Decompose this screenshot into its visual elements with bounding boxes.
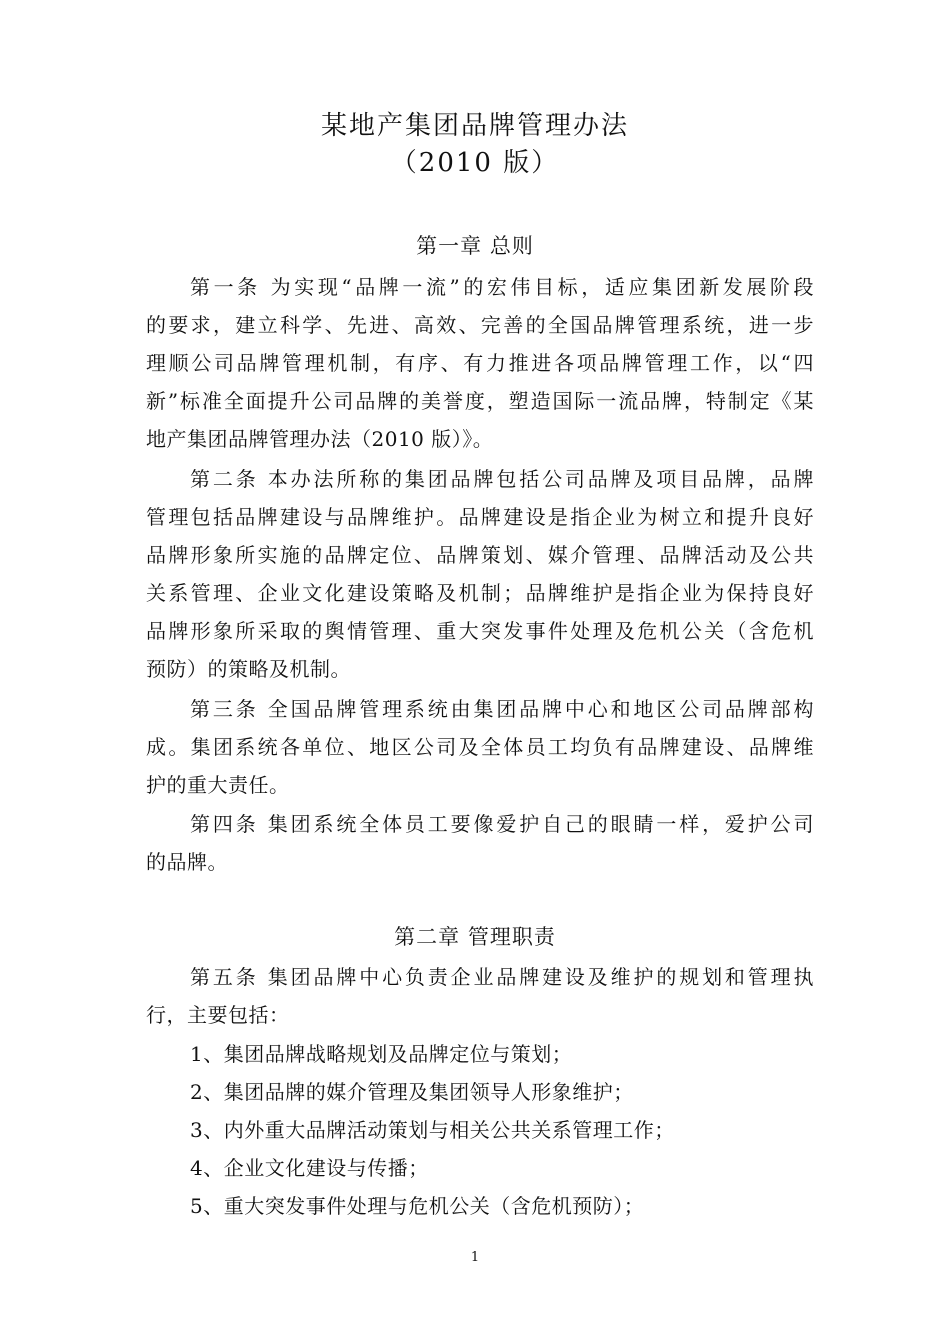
article-5-line: 行，主要包括： <box>146 1003 290 1027</box>
article-3-line: 第三条 全国品牌管理系统由集团品牌中心和地区公司品牌部构 <box>190 697 814 721</box>
chapter-2-heading: 第二章 管理职责 <box>394 925 556 949</box>
article-3-line: 成。集团系统各单位、地区公司及全体员工均负有品牌建设、品牌维 <box>146 735 814 759</box>
list-item: 4、企业文化建设与传播； <box>190 1156 429 1180</box>
article-5 <box>146 958 814 1034</box>
article-1-line: 地产集团品牌管理办法（2010 版）》。 <box>146 427 494 451</box>
document-subtitle: （2010 版） <box>390 148 560 178</box>
list-item: 2、集团品牌的媒介管理及集团领导人形象维护； <box>190 1080 634 1104</box>
article-2-line: 管理包括品牌建设与品牌维护。品牌建设是指企业为树立和提升良好 <box>146 505 814 529</box>
list-item: 5、重大突发事件处理与危机公关（含危机预防）； <box>190 1194 645 1218</box>
article-3 <box>146 690 814 804</box>
article-2-line: 品牌形象所采取的舆情管理、重大突发事件处理及危机公关（含危机 <box>146 619 814 643</box>
article-2-line: 关系管理、企业文化建设策略及机制；品牌维护是指企业为保持良好 <box>146 581 814 605</box>
article-1-line: 理顺公司品牌管理机制，有序、有力推进各项品牌管理工作，以“四 <box>146 351 814 375</box>
document-title: 某地产集团品牌管理办法 <box>320 111 629 141</box>
article-4-line: 的品牌。 <box>146 850 228 874</box>
article-1-line: 新”标准全面提升公司品牌的美誉度，塑造国际一流品牌，特制定《某 <box>146 389 814 413</box>
article-1-line: 第一条 为实现“品牌一流”的宏伟目标，适应集团新发展阶段 <box>190 275 814 299</box>
list-item: 1、集团品牌战略规划及品牌定位与策划； <box>190 1042 573 1066</box>
article-2-line: 品牌形象所实施的品牌定位、品牌策划、媒介管理、品牌活动及公共 <box>146 543 814 567</box>
article-4-line: 第四条 集团系统全体员工要像爱护自己的眼睛一样，爱护公司 <box>190 812 814 836</box>
article-2-line: 预防）的策略及机制。 <box>146 657 351 681</box>
page-number: 1 <box>470 1250 480 1265</box>
article-1 <box>146 268 814 458</box>
article-2 <box>146 460 814 688</box>
article-1-line: 的要求，建立科学、先进、高效、完善的全国品牌管理系统，进一步 <box>146 313 814 337</box>
article-2-line: 第二条 本办法所称的集团品牌包括公司品牌及项目品牌，品牌 <box>190 467 814 491</box>
article-5-list <box>146 1035 814 1225</box>
article-3-line: 护的重大责任。 <box>146 773 290 797</box>
list-item: 3、内外重大品牌活动策划与相关公共关系管理工作； <box>190 1118 675 1142</box>
article-5-line: 第五条 集团品牌中心负责企业品牌建设及维护的规划和管理执 <box>190 965 814 989</box>
article-4 <box>146 805 814 881</box>
chapter-1-heading: 第一章 总则 <box>416 234 534 258</box>
